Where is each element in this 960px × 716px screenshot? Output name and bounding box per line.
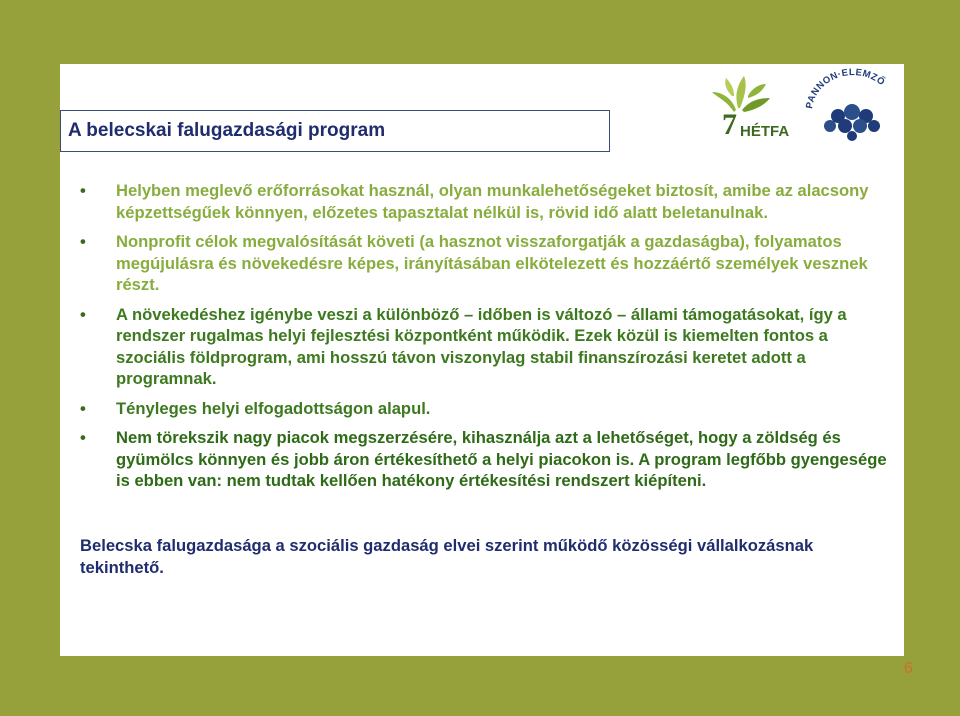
hetfa-numeral: 7 (722, 108, 737, 140)
page-number: 6 (904, 660, 913, 677)
bullet-item (78, 180, 894, 223)
bullet-dot: • (80, 304, 86, 324)
bullet-list (78, 180, 894, 500)
leaf-icon (712, 76, 770, 112)
bullet-item (78, 398, 894, 420)
pannon-elemzo-logo (802, 68, 902, 144)
bullet-text: Helyben meglevő erőforrásokat használ, olyan munkalehetőségeket biztosít, amibe az alacsony képzettségűek könnyen, előzetes tapasztalat nélkül is, rövid idő alatt beletanulnak. (116, 181, 869, 222)
bullet-text: Nonprofit célok megvalósítását követi (a hasznot visszaforgatják a gazdaságba), folyamatos megújulásra és növekedésre képes, irányításában elkötelezett és hozzáértő személyek vesznek részt. (116, 232, 868, 294)
bullet-dot: • (80, 398, 86, 418)
bullet-dot: • (80, 428, 86, 447)
hetfa-logo (704, 72, 796, 140)
bullet-item (78, 304, 894, 390)
bullet-dot: • (80, 181, 86, 200)
title-box (60, 110, 610, 152)
conclusion-text: Belecska falugazdasága a szociális gazdaság elvei szerint működő közösségi vállalkozásnak tekinthető. (80, 536, 814, 577)
bullet-text: Tényleges helyi elfogadottságon alapul. (116, 398, 431, 418)
bullet-text: Nem törekszik nagy piacok megszerzésére, kihasználja azt a lehetőséget, hogy a zöldség és gyümölcs könnyen és jobb áron értékesíthető a helyi piacokon is. A program legfőbb gyengesége is ebben van: nem tudtak kellően hatékony értékesítési rendszert kiépíteni. (116, 428, 887, 490)
hetfa-text: HÉTFA (740, 123, 790, 140)
slide (60, 64, 904, 656)
bullet-dot: • (80, 232, 86, 251)
bullet-item (78, 427, 894, 492)
slide-title: A belecskai falugazdasági program (68, 120, 386, 141)
tree-cluster-icon (824, 104, 880, 141)
bullet-text: A növekedéshez igénybe veszi a különböző – időben is változó – állami támogatásokat, így a rendszer rugalmas helyi fejlesztési központként működik. Ezek közül is kiemelten fontos a szociális földprogram, ami hosszú távon viszonylag stabil finanszírozási keretet adott a programnak. (116, 304, 847, 388)
bullet-item (78, 231, 894, 296)
pannon-text: PANNON·ELEMZŐ (804, 68, 887, 110)
